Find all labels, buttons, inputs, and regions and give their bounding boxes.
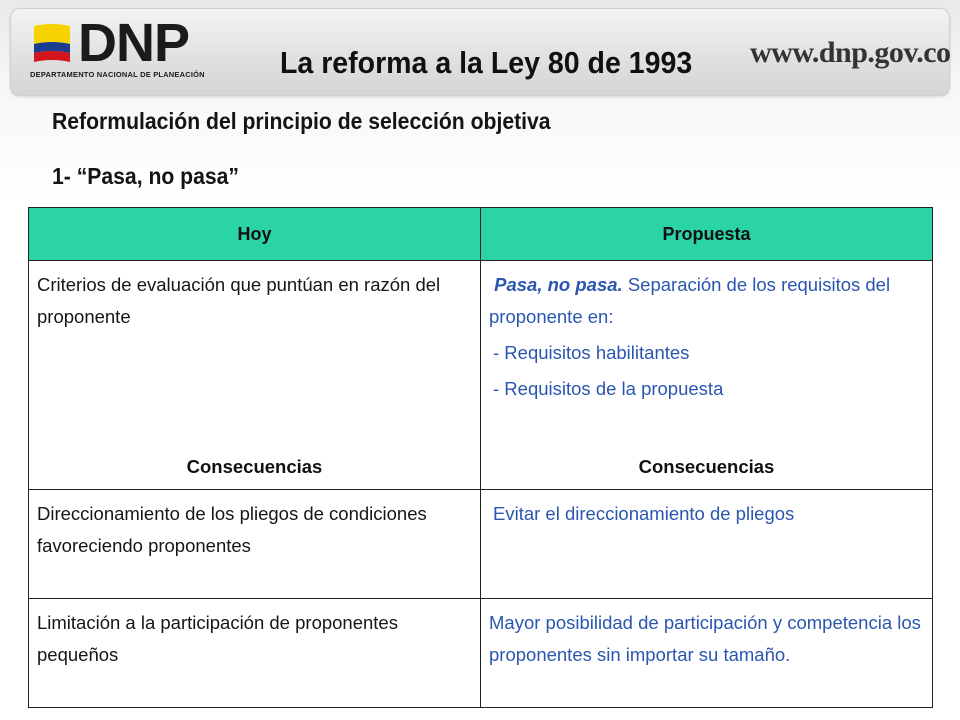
cell-hoy	[29, 490, 481, 599]
logo-subtitle: DEPARTAMENTO NACIONAL DE PLANEACIÓN	[30, 70, 205, 79]
table-row	[29, 490, 933, 599]
proposal-emphasis: Pasa, no pasa.	[494, 274, 623, 295]
comparison-table	[28, 207, 933, 708]
slide-title: La reforma a la Ley 80 de 1993	[280, 45, 693, 80]
cell-hoy	[29, 599, 481, 708]
cell-propuesta-text: Mayor posibilidad de participación y competencia los proponentes sin importar su tamaño.	[489, 612, 921, 665]
column-header-hoy: Hoy	[29, 208, 481, 261]
section-subtitle: Reformulación del principio de selección objetiva	[52, 108, 551, 134]
cell-propuesta	[481, 490, 933, 599]
cell-propuesta	[481, 261, 933, 490]
proposal-item-2: - Requisitos de la propuesta	[493, 378, 724, 399]
consequences-label-right: Consecuencias	[638, 456, 775, 477]
site-url[interactable]: www.dnp.gov.co	[750, 36, 951, 69]
point-heading: 1- “Pasa, no pasa”	[52, 163, 239, 189]
colombia-flag-icon	[30, 22, 74, 64]
proposal-item-1: - Requisitos habilitantes	[493, 342, 690, 363]
table-row	[29, 599, 933, 708]
proposal-intro	[489, 269, 924, 333]
cell-hoy-text: Criterios de evaluación que puntúan en razón del proponente	[37, 274, 441, 327]
proposal-rest: Separación de los requisitos del proponente en:	[489, 274, 891, 327]
cell-hoy-text: Direccionamiento de los pliegos de condiciones favoreciendo proponentes	[37, 503, 427, 556]
logo-text: DNP	[78, 13, 190, 73]
consequences-label-left: Consecuencias	[186, 456, 323, 477]
table-row	[29, 261, 933, 490]
column-header-propuesta: Propuesta	[481, 208, 933, 261]
cell-propuesta	[481, 599, 933, 708]
dnp-logo	[30, 13, 230, 88]
cell-hoy	[29, 261, 481, 490]
table-header-row	[29, 208, 933, 261]
cell-propuesta-text: Evitar el direccionamiento de pliegos	[493, 503, 795, 524]
cell-hoy-text: Limitación a la participación de proponentes pequeños	[37, 612, 398, 665]
